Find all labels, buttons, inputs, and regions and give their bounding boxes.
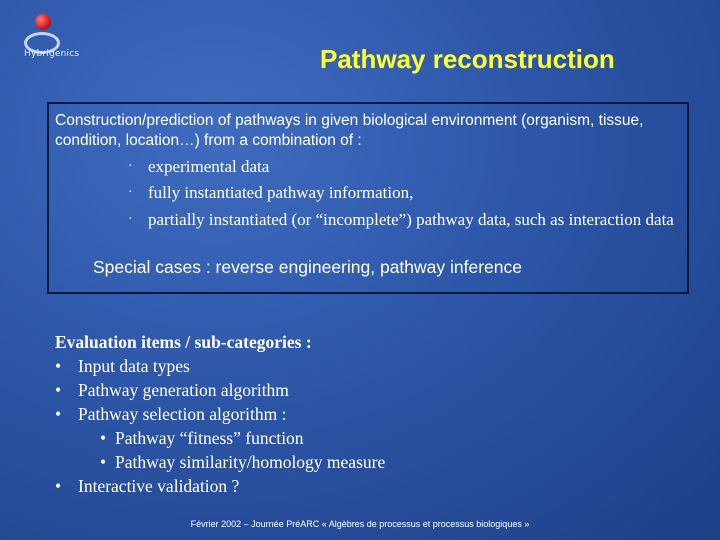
evaluation-list	[55, 330, 555, 498]
bullet-symbol: •	[55, 476, 62, 496]
logo-red-dot	[35, 14, 51, 30]
evaluation-heading: Evaluation items / sub-categories :	[55, 332, 312, 352]
special-cases: Special cases : reverse engineering, pathway inference	[93, 257, 522, 277]
bullet-symbol: ·	[128, 159, 133, 174]
eval-subitem-fitness-function	[55, 426, 555, 450]
eval-item-text: Pathway selection algorithm :	[78, 404, 287, 424]
bullet-symbol: •	[55, 404, 62, 424]
bullet-symbol: •	[55, 356, 62, 376]
bullet-symbol: •	[100, 452, 107, 472]
eval-item-text: Interactive validation ?	[78, 476, 240, 496]
definition-intro: Construction/prediction of pathways in given biological environment (organism, tissue, condition, location…) from a combination of :	[55, 112, 644, 149]
bullet-text: experimental data	[148, 157, 270, 176]
bullet-symbol: •	[55, 380, 62, 400]
bullet-text: partially instantiated (or “incomplete”) pathway data, such as interaction data	[148, 210, 674, 229]
eval-item-text: Pathway similarity/homology measure	[115, 452, 386, 472]
bullet-text: fully instantiated pathway information,	[148, 183, 414, 202]
bullet-symbol: ·	[128, 212, 133, 227]
eval-item-text: Pathway generation algorithm	[78, 380, 289, 400]
eval-item-text: Pathway “fitness” function	[115, 428, 304, 448]
bullet-fully-instantiated	[128, 183, 688, 202]
eval-item-selection-algorithm	[55, 402, 555, 426]
eval-item-text: Input data types	[78, 356, 190, 376]
logo-wordmark: Hybrigenics	[24, 49, 80, 59]
bullet-symbol: •	[100, 428, 107, 448]
eval-item-interactive-validation	[55, 474, 555, 498]
hybrigenics-logo	[18, 14, 90, 60]
slide-title: Pathway reconstruction	[320, 44, 615, 74]
bullet-experimental-data	[128, 157, 688, 176]
bullet-symbol: ·	[128, 185, 133, 200]
bullet-partially-instantiated	[128, 210, 688, 229]
eval-item-input-data-types	[55, 354, 555, 378]
eval-item-generation-algorithm	[55, 378, 555, 402]
eval-subitem-similarity-measure	[55, 450, 555, 474]
slide-footer: Février 2002 – Journée PréARC « Algèbres de processus et processus biologiques »	[190, 519, 530, 529]
